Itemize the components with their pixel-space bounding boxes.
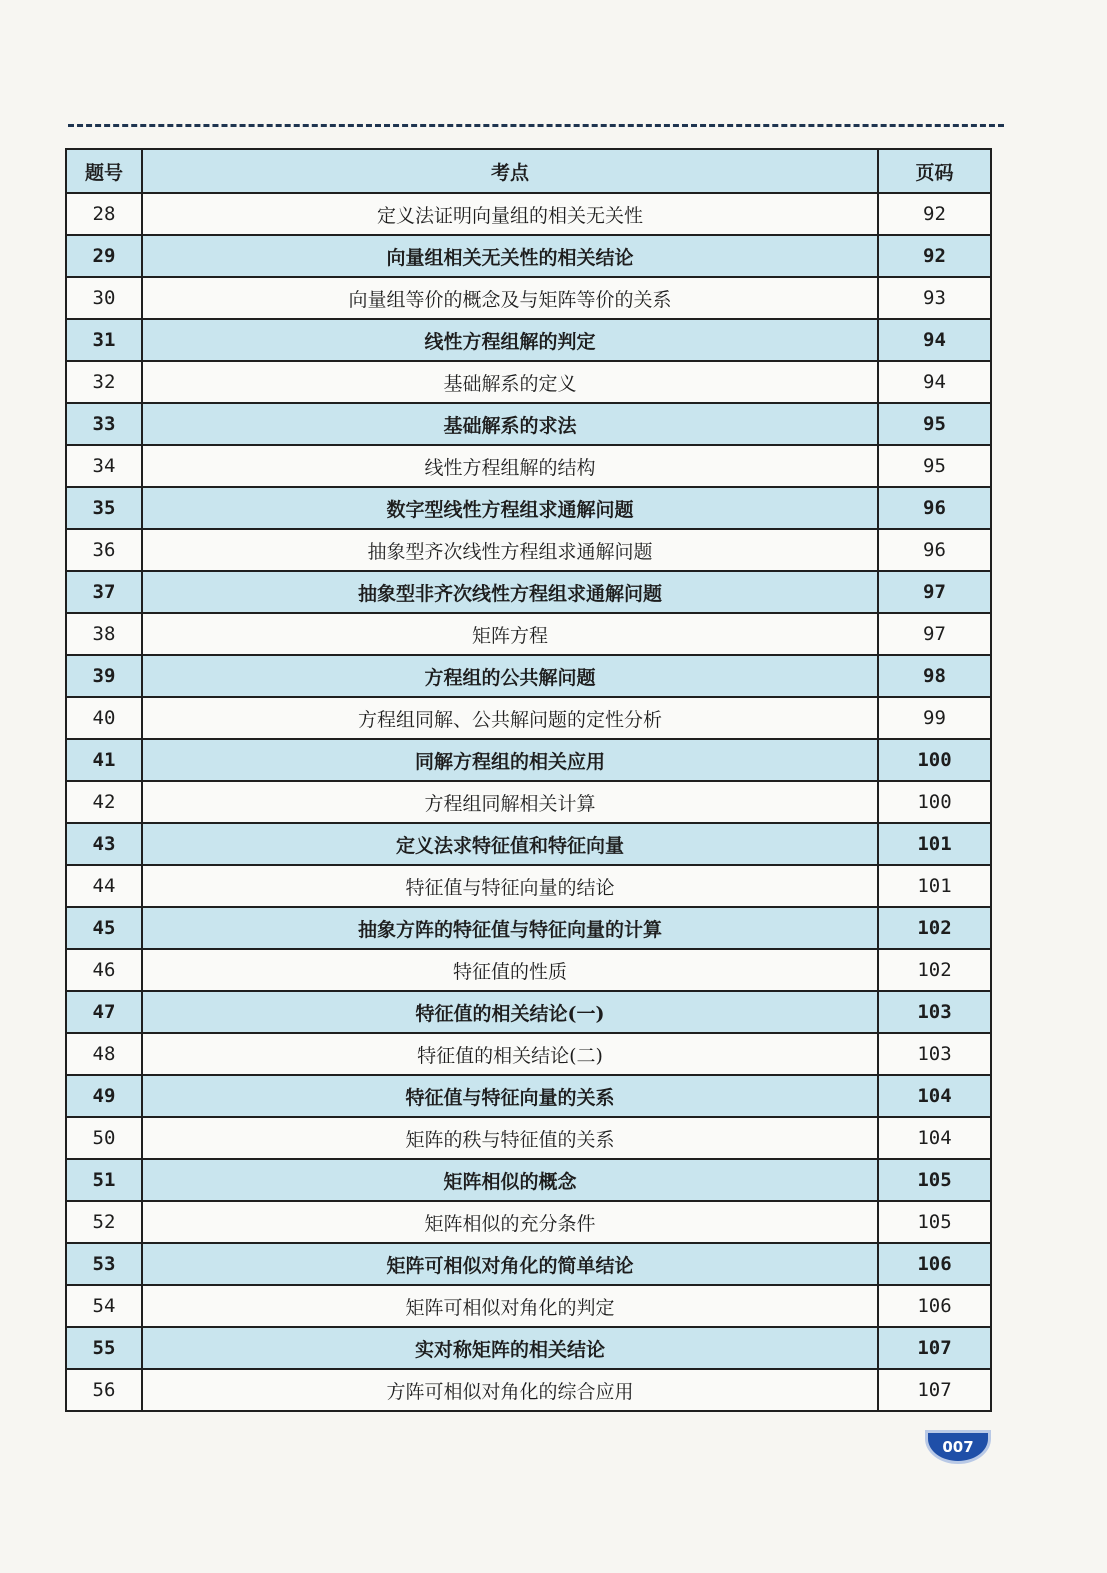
row-number: 55: [66, 1327, 142, 1369]
table-row: [66, 529, 991, 571]
row-number: 53: [66, 1243, 142, 1285]
row-topic: 方程组同解相关计算: [142, 781, 878, 823]
row-number: 42: [66, 781, 142, 823]
row-number: 31: [66, 319, 142, 361]
table-row: [66, 571, 991, 613]
row-number: 28: [66, 193, 142, 235]
page-number-badge: 007: [925, 1430, 991, 1464]
row-number: 41: [66, 739, 142, 781]
row-topic: 抽象型非齐次线性方程组求通解问题: [142, 571, 878, 613]
row-topic: 同解方程组的相关应用: [142, 739, 878, 781]
table-row: [66, 193, 991, 235]
table-row: [66, 1327, 991, 1369]
row-number: 40: [66, 697, 142, 739]
row-topic: 矩阵相似的充分条件: [142, 1201, 878, 1243]
table-row: [66, 403, 991, 445]
row-topic: 定义法证明向量组的相关无关性: [142, 193, 878, 235]
table-row: [66, 655, 991, 697]
row-topic: 向量组等价的概念及与矩阵等价的关系: [142, 277, 878, 319]
row-page: 103: [878, 991, 991, 1033]
row-topic: 矩阵的秩与特征值的关系: [142, 1117, 878, 1159]
header-topic: 考点: [142, 149, 878, 193]
table-row: [66, 697, 991, 739]
table-row: [66, 865, 991, 907]
row-topic: 线性方程组解的结构: [142, 445, 878, 487]
table-row: [66, 487, 991, 529]
row-topic: 特征值的相关结论(一): [142, 991, 878, 1033]
table-row: [66, 319, 991, 361]
table-header-row: [66, 149, 991, 193]
row-topic: 矩阵相似的概念: [142, 1159, 878, 1201]
row-page: 96: [878, 487, 991, 529]
row-topic: 方程组的公共解问题: [142, 655, 878, 697]
row-page: 107: [878, 1369, 991, 1411]
table-row: [66, 1369, 991, 1411]
row-number: 33: [66, 403, 142, 445]
table-row: [66, 907, 991, 949]
row-topic: 方程组同解、公共解问题的定性分析: [142, 697, 878, 739]
row-page: 101: [878, 823, 991, 865]
row-page: 102: [878, 949, 991, 991]
row-topic: 特征值与特征向量的关系: [142, 1075, 878, 1117]
row-number: 32: [66, 361, 142, 403]
row-topic: 矩阵可相似对角化的简单结论: [142, 1243, 878, 1285]
row-page: 97: [878, 613, 991, 655]
table-row: [66, 739, 991, 781]
table-row: [66, 1243, 991, 1285]
table-row: [66, 445, 991, 487]
table-row: [66, 1159, 991, 1201]
header-number: 题号: [66, 149, 142, 193]
row-topic: 抽象型齐次线性方程组求通解问题: [142, 529, 878, 571]
row-number: 48: [66, 1033, 142, 1075]
row-number: 51: [66, 1159, 142, 1201]
row-page: 104: [878, 1075, 991, 1117]
row-page: 93: [878, 277, 991, 319]
row-topic: 特征值的性质: [142, 949, 878, 991]
row-page: 98: [878, 655, 991, 697]
row-topic: 方阵可相似对角化的综合应用: [142, 1369, 878, 1411]
row-number: 37: [66, 571, 142, 613]
row-number: 38: [66, 613, 142, 655]
row-number: 36: [66, 529, 142, 571]
row-topic: 特征值的相关结论(二): [142, 1033, 878, 1075]
row-page: 105: [878, 1159, 991, 1201]
row-page: 92: [878, 235, 991, 277]
row-page: 95: [878, 403, 991, 445]
row-page: 94: [878, 361, 991, 403]
table-row: [66, 1201, 991, 1243]
row-page: 95: [878, 445, 991, 487]
row-topic: 定义法求特征值和特征向量: [142, 823, 878, 865]
table-row: [66, 781, 991, 823]
table-row: [66, 277, 991, 319]
row-page: 101: [878, 865, 991, 907]
row-page: 100: [878, 739, 991, 781]
row-topic: 矩阵可相似对角化的判定: [142, 1285, 878, 1327]
row-page: 100: [878, 781, 991, 823]
row-topic: 特征值与特征向量的结论: [142, 865, 878, 907]
row-topic: 向量组相关无关性的相关结论: [142, 235, 878, 277]
row-page: 102: [878, 907, 991, 949]
table-body: [66, 193, 991, 1411]
row-page: 107: [878, 1327, 991, 1369]
table-row: [66, 1285, 991, 1327]
row-topic: 基础解系的求法: [142, 403, 878, 445]
row-number: 44: [66, 865, 142, 907]
table-row: [66, 613, 991, 655]
row-number: 56: [66, 1369, 142, 1411]
row-number: 45: [66, 907, 142, 949]
table-row: [66, 361, 991, 403]
row-number: 49: [66, 1075, 142, 1117]
table-row: [66, 991, 991, 1033]
row-number: 52: [66, 1201, 142, 1243]
row-number: 30: [66, 277, 142, 319]
row-topic: 矩阵方程: [142, 613, 878, 655]
dashed-header-rule: [68, 124, 1004, 127]
row-number: 54: [66, 1285, 142, 1327]
row-page: 106: [878, 1285, 991, 1327]
row-number: 39: [66, 655, 142, 697]
row-number: 47: [66, 991, 142, 1033]
row-page: 99: [878, 697, 991, 739]
row-page: 104: [878, 1117, 991, 1159]
row-page: 96: [878, 529, 991, 571]
table-row: [66, 1117, 991, 1159]
row-page: 105: [878, 1201, 991, 1243]
table-row: [66, 1075, 991, 1117]
row-page: 103: [878, 1033, 991, 1075]
row-page: 106: [878, 1243, 991, 1285]
topic-table: [65, 148, 992, 1412]
header-page: 页码: [878, 149, 991, 193]
row-topic: 线性方程组解的判定: [142, 319, 878, 361]
row-number: 29: [66, 235, 142, 277]
table-row: [66, 235, 991, 277]
row-number: 35: [66, 487, 142, 529]
row-number: 50: [66, 1117, 142, 1159]
row-number: 34: [66, 445, 142, 487]
row-topic: 实对称矩阵的相关结论: [142, 1327, 878, 1369]
row-topic: 抽象方阵的特征值与特征向量的计算: [142, 907, 878, 949]
row-number: 46: [66, 949, 142, 991]
row-page: 97: [878, 571, 991, 613]
table-row: [66, 949, 991, 991]
row-page: 94: [878, 319, 991, 361]
table-row: [66, 1033, 991, 1075]
table-row: [66, 823, 991, 865]
row-number: 43: [66, 823, 142, 865]
row-topic: 基础解系的定义: [142, 361, 878, 403]
row-page: 92: [878, 193, 991, 235]
row-topic: 数字型线性方程组求通解问题: [142, 487, 878, 529]
